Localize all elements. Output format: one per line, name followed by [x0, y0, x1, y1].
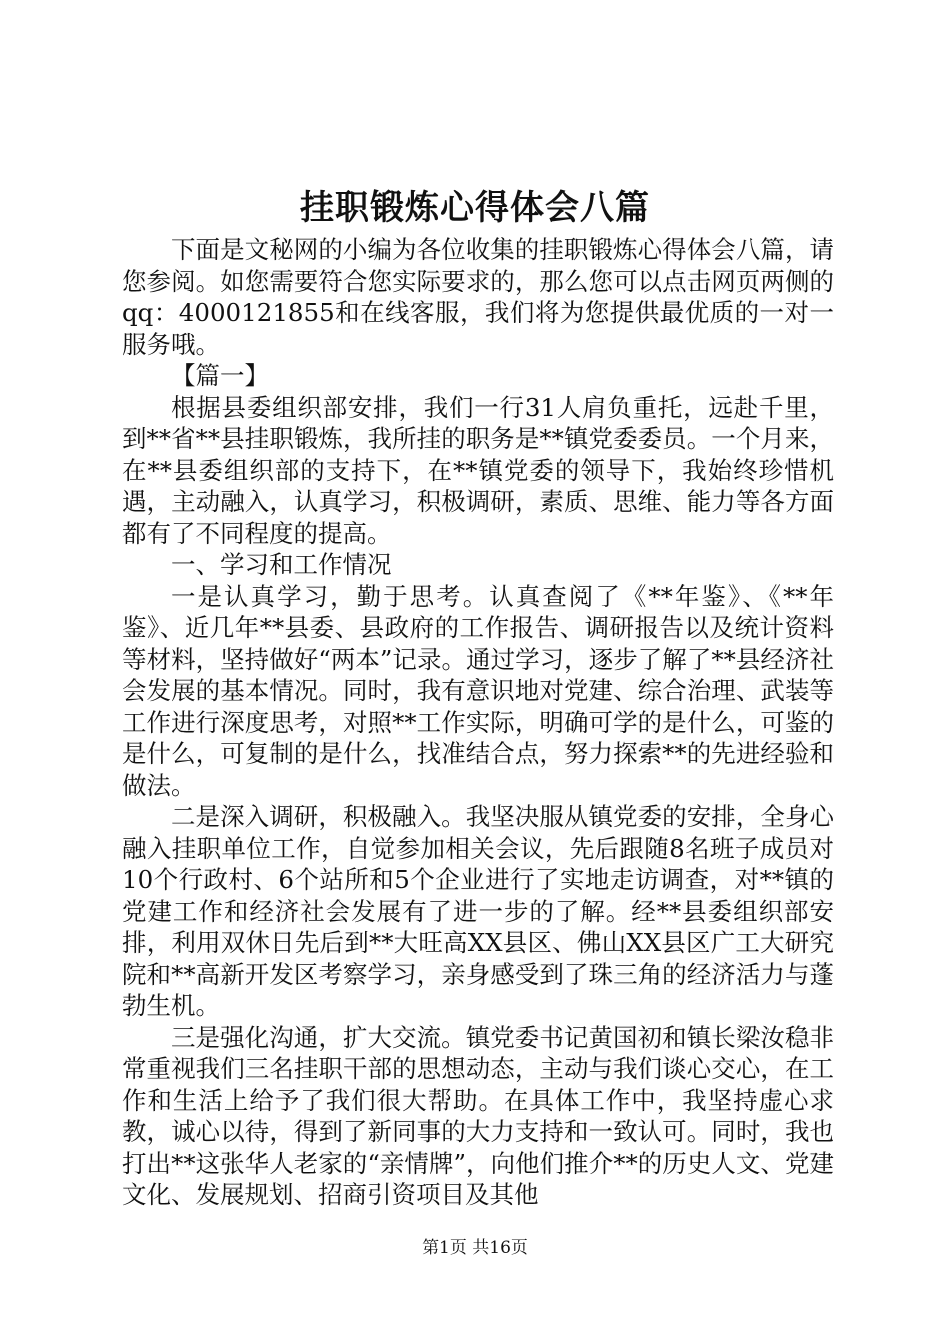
page-number-footer: 第1页 共16页	[422, 1238, 528, 1258]
body-paragraph: 一是认真学习，勤于思考。认真查阅了《**年鉴》、《**年鉴》、近几年**县委、县政府的工作报告、调研报告以及统计资料等材料，坚持做好“两本”记录。通过学习，逐步了解了**县经济社会发展的基本情况。同时，我有意识地对党建、综合治理、武装等工作进行深度思考，对照**工作实际，明确可学的是什么，可鉴的是什么，可复制的是什么，找准结合点，努力探索**的先进经验和做法。	[122, 581, 834, 800]
body-paragraph: 二是深入调研，积极融入。我坚决服从镇党委的安排，全身心融入挂职单位工作，自觉参加相关会议，先后跟随8名班子成员对10个行政村、6个站所和5个企业进行了实地走访调查，对**镇的党建工作和经济社会发展有了进一步的了解。经**县委组织部安排，利用双休日先后到**大旺高XX县区、佛山XX县区广工大研究院和**高新开发区考察学习，亲身感受到了珠三角的经济活力与蓬勃生机。	[122, 802, 834, 1020]
body-paragraph: 三是强化沟通，扩大交流。镇党委书记黄国初和镇长梁汝稳非常重视我们三名挂职干部的思想动态，主动与我们谈心交心，在工作和生活上给予了我们很大帮助。在具体工作中，我坚持虚心求教，诚心以待，得到了新同事的大力支持和一致认可。同时，我也打出**这张华人老家的“亲情牌”，向他们推介**的历史人文、党建文化、发展规划、招商引资项目及其他	[122, 1022, 834, 1209]
body-paragraph: 根据县委组织部安排，我们一行31人肩负重托，远赴千里，到**省**县挂职锻炼，我所挂的职务是**镇党委委员。一个月来，在**县委组织部的支持下，在**镇党委的领导下，我始终珍惜机遇，主动融入，认真学习，积极调研，素质、思维、能力等各方面都有了不同程度的提高。	[122, 392, 834, 548]
intro-paragraph: 下面是文秘网的小编为各位收集的挂职锻炼心得体会八篇，请您参阅。如您需要符合您实际要求的，那么您可以点击网页两侧的qq：4000121855和在线客服，我们将为您提供最优质的一对一服务哦。	[122, 235, 834, 359]
section-heading-part-one: 【篇一】	[171, 361, 269, 390]
subsection-heading: 一、学习和工作情况	[171, 550, 392, 579]
document-body	[122, 234, 834, 1211]
document-title: 挂职锻炼心得体会八篇	[300, 188, 650, 228]
